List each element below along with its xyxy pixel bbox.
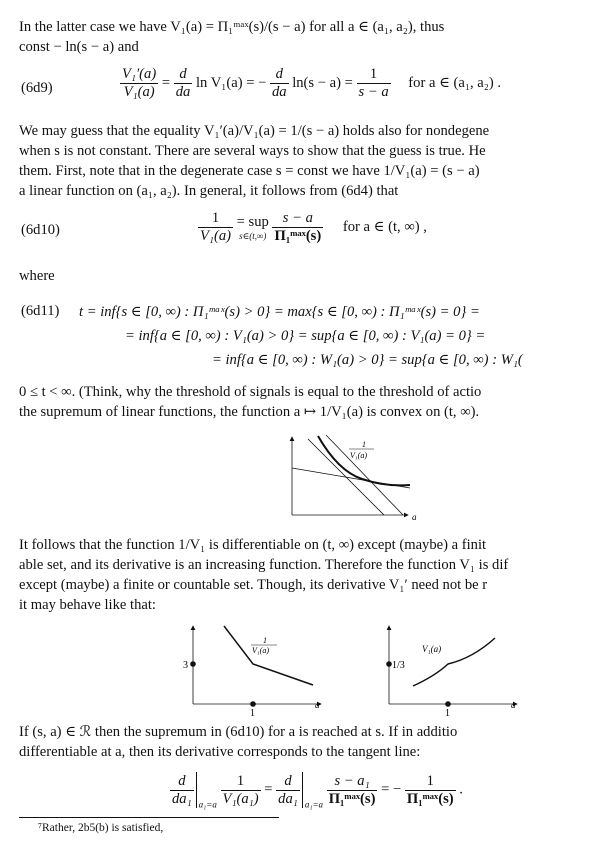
tangent-derivative-equation: $\frac{d}{\text{da₁}}$ $_{a_1=a}$ $\frac{1}{\text{V₁(a₁)}}$ = $\frac{d}{\text{da₁}}$ $_{a_1=a}$ $\frac{\text{s − a₁}}{\text{Π₁ᵐᵃˣ(s)}}$ = − $\frac{1}{\text{Π₁ᵐᵃˣ(s)}}$ . <box>172 772 463 810</box>
paragraph-line: when s is not constant. There are several ways to show that the guess is true. He <box>19 143 486 159</box>
curve-label-den: V₁(a) <box>350 451 367 460</box>
paragraph-line: it may behave like that: <box>19 597 156 613</box>
equation-6d11-line: = inf{a ∈ [0, ∞) : V₁(a) > 0} = sup{a ∈ [0, ∞) : V₁(a) = 0} = <box>125 328 486 344</box>
paragraph-line: where <box>19 268 55 284</box>
footnote: ⁷Rather, 2b5(b) is satisfied, <box>38 822 164 834</box>
paragraph-line: the supremum of linear functions, the function a ↦ 1/V₁(a) is convex on (t, ∞). <box>19 404 480 420</box>
x-tick-dot <box>445 701 451 707</box>
equation-tag: (6d10) <box>21 222 60 238</box>
paragraph-line: 0 ≤ t < ∞. (Think, why the threshold of signals is equal to the threshold of actio <box>19 384 482 400</box>
y-tick-dot <box>190 661 196 667</box>
paragraph-line: const − ln(s − a) and <box>19 39 139 55</box>
x-tick-label: 1 <box>445 708 450 719</box>
paragraph-line: In the latter case we have V₁(a) = Π₁ᵐᵃˣ(s)/(s − a) for all a ∈ (a₁, a₂), thus <box>19 19 445 35</box>
piecewise-line <box>224 626 313 685</box>
footnote-rule <box>19 817 279 818</box>
paragraph-line: a linear function on (a₁, a₂). In general, it follows from (6d4) that <box>19 183 399 199</box>
paragraph-line: them. First, note that in the degenerate case s = const we have 1/V₁(a) = (s − a) <box>19 163 480 179</box>
convex-function-figure <box>278 433 418 523</box>
paragraph-line: We may guess that the equality V₁′(a)/V₁(a) = 1/(s − a) holds also for nondegene <box>19 123 490 139</box>
equation-6d9: $\frac{\text{V₁′(a)}}{\text{V₁(a)}}$ = $\frac{d}{da}$ ln V₁(a) = − $\frac{d}{da}$ ln(s − a) = $\frac{1}{s - a}$ for a ∈ (a₁, a₂) . <box>122 66 501 100</box>
paragraph-line: If (s, a) ∈ ℛ then the supremum in (6d10) for a is reached at s. If in additio <box>19 724 458 740</box>
equation-tag: (6d9) <box>21 80 53 96</box>
y-tick-dot <box>386 661 392 667</box>
curve-label: V₁(a) <box>422 644 442 654</box>
x-axis-label: a <box>412 512 417 522</box>
paragraph-line: It follows that the function 1/V₁ is differentiable on (t, ∞) except (maybe) a finit <box>19 537 487 553</box>
curve-label-den: V₁(a) <box>252 646 269 655</box>
x-axis-label: a <box>315 700 320 710</box>
y-tick-label: 3 <box>183 660 188 671</box>
paragraph-line: differentiable at a, then its derivative corresponds to the tangent line: <box>19 744 421 760</box>
x-tick-label: 1 <box>250 708 255 719</box>
paragraph-line: able set, and its derivative is an increasing function. Therefore the function V₁ is dif <box>19 557 509 573</box>
equation-tag: (6d11) <box>21 303 60 319</box>
x-axis-label: a <box>511 700 516 710</box>
reciprocal-v1-figure <box>178 622 328 720</box>
curve-label-num: 1 <box>362 440 366 449</box>
equation-6d11-line: = inf{a ∈ [0, ∞) : W₁(a) > 0} = sup{a ∈ [0, ∞) : W₁( <box>212 352 523 368</box>
equation-6d10: $\frac{1}{\text{V₁(a)}}$ = sup s∈(t,∞) $\frac{s - a}{\text{Π₁ᵐᵃˣ(s)}}$ for a ∈ (t, ∞) , <box>200 210 427 244</box>
paragraph-line: except (maybe) a finite or countable set. Though, its derivative V₁′ need not be r <box>19 577 488 593</box>
x-tick-dot <box>250 701 256 707</box>
v1-figure <box>375 622 525 720</box>
equation-6d11-line: t = inf{s ∈ [0, ∞) : Π₁ᵐᵃˣ(s) > 0} = max{s ∈ [0, ∞) : Π₁ᵐᵃˣ(s) = 0} = <box>79 304 480 320</box>
y-tick-label: 1/3 <box>392 660 405 671</box>
curve-label-num: 1 <box>263 636 267 645</box>
